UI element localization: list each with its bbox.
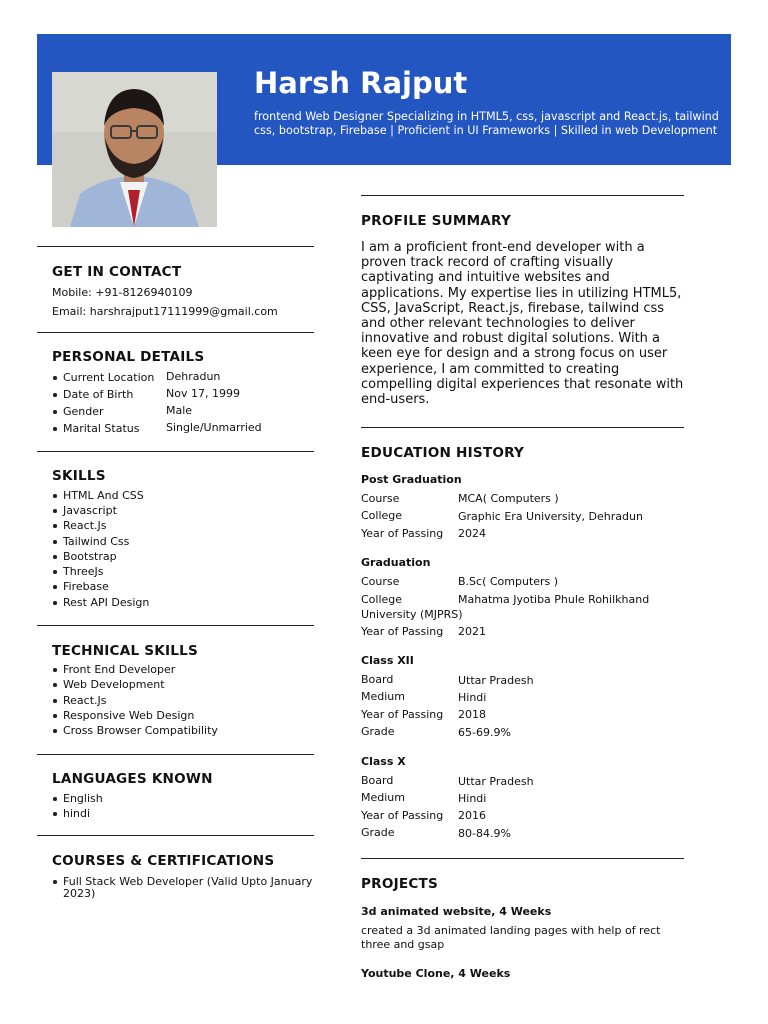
skill-item: Firebase bbox=[63, 580, 109, 593]
education-value: Graphic Era University, Dehradun bbox=[458, 510, 643, 523]
candidate-name: Harsh Rajput bbox=[254, 66, 468, 100]
education-value: 80-84.9% bbox=[458, 827, 511, 840]
education-value: B.Sc( Computers ) bbox=[458, 575, 559, 588]
education-subtitle: Graduation bbox=[361, 556, 431, 569]
skill-item: Rest API Design bbox=[63, 596, 150, 609]
profile-title: PROFILE SUMMARY bbox=[361, 213, 511, 229]
education-label: Year of Passing bbox=[361, 708, 444, 721]
education-label: Year of Passing bbox=[361, 809, 444, 822]
education-value: Uttar Pradesh bbox=[458, 674, 534, 687]
divider bbox=[361, 195, 684, 196]
education-label: Grade bbox=[361, 725, 395, 738]
education-value: Hindi bbox=[458, 691, 487, 704]
technical-item: Web Development bbox=[63, 678, 165, 691]
divider bbox=[37, 332, 314, 333]
contact-email: Email: harshrajput17111999@gmail.com bbox=[52, 305, 278, 318]
personal-label: Current Location bbox=[63, 371, 155, 384]
education-value: 2024 bbox=[458, 527, 486, 540]
skill-item: React.Js bbox=[63, 519, 107, 532]
skill-item: Javascript bbox=[63, 504, 117, 517]
education-value: Uttar Pradesh bbox=[458, 775, 534, 788]
personal-value: Single/Unmarried bbox=[166, 421, 262, 434]
course-item-continued: 2023) bbox=[63, 887, 96, 900]
technical-item: Cross Browser Compatibility bbox=[63, 724, 218, 737]
education-value: 2016 bbox=[458, 809, 486, 822]
personal-value: Dehradun bbox=[166, 370, 221, 383]
education-label: Medium bbox=[361, 690, 405, 703]
education-label: Course bbox=[361, 575, 400, 588]
education-label: Course bbox=[361, 492, 400, 505]
personal-label: Gender bbox=[63, 405, 104, 418]
education-label: Grade bbox=[361, 826, 395, 839]
personal-label: Date of Birth bbox=[63, 388, 134, 401]
language-item: English bbox=[63, 792, 103, 805]
candidate-tagline: frontend Web Designer Specializing in HTML5, css, javascript and React.js, tailwind css, bootstrap, Firebase | Proficient in UI Frameworks | Skilled in web Development bbox=[254, 110, 719, 137]
technical-item: React.Js bbox=[63, 694, 107, 707]
project-title: 3d animated website, 4 Weeks bbox=[361, 905, 552, 918]
divider bbox=[37, 835, 314, 836]
divider bbox=[37, 246, 314, 247]
education-label: Board bbox=[361, 774, 394, 787]
education-label: Year of Passing bbox=[361, 625, 444, 638]
education-subtitle: Class XII bbox=[361, 654, 414, 667]
personal-title: PERSONAL DETAILS bbox=[52, 349, 205, 365]
personal-label: Marital Status bbox=[63, 422, 140, 435]
project-title: Youtube Clone, 4 Weeks bbox=[361, 967, 511, 980]
skill-item: Bootstrap bbox=[63, 550, 117, 563]
skills-title: SKILLS bbox=[52, 468, 106, 484]
courses-title: COURSES & CERTIFICATIONS bbox=[52, 853, 275, 869]
education-value: Hindi bbox=[458, 792, 487, 805]
education-value: 65-69.9% bbox=[458, 726, 511, 739]
contact-mobile: Mobile: +91-8126940109 bbox=[52, 286, 193, 299]
profile-photo-image bbox=[52, 72, 217, 227]
divider bbox=[37, 754, 314, 755]
skill-item: HTML And CSS bbox=[63, 489, 144, 502]
education-label: Year of Passing bbox=[361, 527, 444, 540]
education-subtitle: Post Graduation bbox=[361, 473, 462, 486]
education-subtitle: Class X bbox=[361, 755, 406, 768]
profile-summary-text: I am a proficient front-end developer with a proven track record of crafting visually captivating and intuitive websites and applications. My expertise lies in utilizing HTML5, CSS, JavaScript, React.js, firebase, tailwind css and other relevant technologies to deliver innovative and robust digital solutions. With a keen eye for design and a strong focus on user experience, I am committed to creating compelling digital experiences that resonate with end-users. bbox=[361, 240, 684, 408]
technical-item: Front End Developer bbox=[63, 663, 176, 676]
personal-value: Male bbox=[166, 404, 193, 417]
education-label: College bbox=[361, 509, 403, 522]
education-value: Mahatma Jyotiba Phule Rohilkhand bbox=[458, 593, 650, 606]
projects-title: PROJECTS bbox=[361, 876, 438, 892]
technical-item: Responsive Web Design bbox=[63, 709, 195, 722]
contact-title: GET IN CONTACT bbox=[52, 264, 182, 280]
education-label: Board bbox=[361, 673, 394, 686]
project-description-continued: three and gsap bbox=[361, 938, 445, 951]
project-description: created a 3d animated landing pages with help of rect bbox=[361, 924, 661, 937]
education-label: Medium bbox=[361, 791, 405, 804]
education-title: EDUCATION HISTORY bbox=[361, 445, 525, 461]
education-value: 2021 bbox=[458, 625, 486, 638]
personal-value: Nov 17, 1999 bbox=[166, 387, 240, 400]
education-value: 2018 bbox=[458, 708, 486, 721]
languages-title: LANGUAGES KNOWN bbox=[52, 771, 213, 787]
profile-photo bbox=[52, 72, 217, 227]
education-label: College bbox=[361, 593, 403, 606]
skill-item: Tailwind Css bbox=[63, 535, 130, 548]
divider bbox=[361, 427, 684, 428]
divider bbox=[37, 451, 314, 452]
divider bbox=[37, 625, 314, 626]
education-value: MCA( Computers ) bbox=[458, 492, 559, 505]
language-item: hindi bbox=[63, 807, 91, 820]
education-value-continued: University (MJPRS) bbox=[361, 608, 463, 621]
technical-title: TECHNICAL SKILLS bbox=[52, 643, 198, 659]
skill-item: ThreeJs bbox=[63, 565, 104, 578]
course-item: Full Stack Web Developer (Valid Upto January bbox=[63, 875, 313, 888]
divider bbox=[361, 858, 684, 859]
